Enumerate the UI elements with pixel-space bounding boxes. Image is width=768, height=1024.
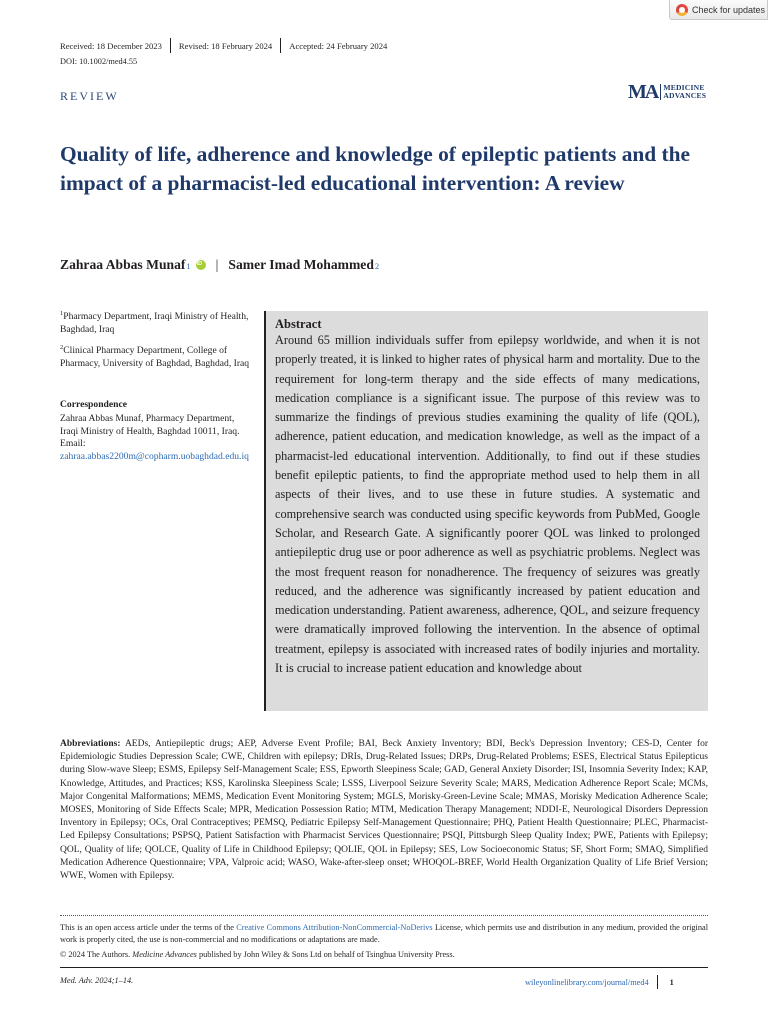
orcid-icon[interactable] [196,260,206,270]
section-label: REVIEW [60,89,119,103]
footer-citation: Med. Adv. 2024;1–14. [60,976,134,985]
affiliation-sup: 1 [60,310,64,317]
author-affil-sup[interactable]: 2 [374,261,380,271]
revised-date: Revised: 18 February 2024 [178,40,273,51]
author-name[interactable]: Zahraa Abbas Munaf [60,257,186,272]
abstract-box [264,311,708,711]
received-date: Received: 18 December 2023 [60,40,162,51]
page-number: 1 [669,977,674,987]
license-text-before: This is an open access article under the terms of the [60,923,237,932]
abbreviations-text: AEDs, Antiepileptic drugs; AEP, Adverse Event Profile; BAI, Beck Anxiety Inventory; BDI, Beck's Depression Inventory; CES-D, Center for Epidemiologic Studies Depression Scale; CWE, Children with epilepsy; DRIs, Drug-Related Issues; DRPs, Drug-Related Problems; ESES, Electrical Status Epilepticus during Slow-wave Sleep; ESMS, Epilepsy Self-Management Scale; ESS, Epworth Sleepiness Scale; GAD, General Anxiety Disorder; ISI, Insomnia Severity Index; KAP, Knowledge, Attitudes, and Practices; KSS, Karolinska Sleepiness Scale; LSSS, Liverpool Seizure Severity Scale; MARS, Medication Adherence Report Scale; MCMs, Major Congenital Malformations; MEMS, Medication Event Monitoring System; MGLS, Morisky-Green-Levine Scale; MMAS, Morisky Medication Adherence Scale; MOSES, Monitoring of Side Effects Scale; MPR, Medication Possession Ratio; MTM, Medication Therapy Management; NDDI-E, Neurological Disorders Depression Inventory in Epilepsy; OCs, Oral Contraceptives; PEMSQ, Pediatric Epilepsy Self-Management Questionnaire; PHQ, Patient Health Questionnaire; PLEC, Pharmacist-Led Epilepsy Consultations; PSPSQ, Patient Satisfaction with Pharmacist Services Questionnaire; PSQI, Pittsburgh Sleep Quality Index; PWE, Patients with Epilepsy; QOL, Quality of life; QOLCE, Quality of Life in Childhood Epilepsy; QOLIE, QOL in Epilepsy; SES, Low Socioeconomic Status; SF, Short Form; SMAQ, Simplified Medication Adherence Questionnaire; VPA, Valproic acid; WASO, Wake-after-sleep onset; WHOQOL-BREF, World Health Organization Quality of Life Brief Version; WWE, Women with Epilepsy. [60,739,708,882]
doi: DOI: 10.1002/med4.55 [60,57,138,66]
abstract-text: Around 65 million individuals suffer from epilepsy worldwide, and when it is not properly treated, it is linked to higher rates of physical harm and mortality. Due to the requirement for long-term therapy and the side effects of many medications, medication compliance is a significant issue. The purpose of this review was to summarize the findings of previous studies examining the quality of life (QOL), adherence, patient education, and medication knowledge, as well as the impact of a pharmacist-led educational intervention. Additionally, to find out if these studies benefit epileptic patients, to find the appropriate method used to help them in all aspects of their lives, and to use these in future studies. A systematic and comprehensive search was conducted using specific keywords from PubMed, Google Scholar, and Research Gate. A significantly poorer QOL was linked to prolonged antiepileptic drug use or poor adherence as well as psychiatric problems. Neglect was the most frequent reason for nonadherence. The frequency of seizures was greatly reduced, and the adherence was significantly increased by patient education and medication understanding. Patient awareness, adherence, QOL, and seizure frequency were dramatically improved following the intervention. In the absence of optimal treatment, epilepsy is associated with increased rates of bodily injuries and mortality. It is crucial to increase patient education and knowledge about [275,333,700,676]
license-text-after: License, which permits use and distribution in any medium, provided the original work is properly cited, the use is non-commercial and no modifications or adaptations are made. [60,923,708,944]
affiliation-text: Pharmacy Department, Iraqi Ministry of Health, Baghdad, Iraq [60,311,249,335]
affiliation [60,342,250,370]
check-for-updates-label: Check for updates [692,4,766,15]
author-list [60,257,379,273]
divider [280,38,281,53]
author-name[interactable]: Samer Imad Mohammed [228,257,374,272]
correspondence-heading: Correspondence [60,399,127,410]
affiliation-text: Clinical Pharmacy Department, College of Pharmacy, University of Baghdad, Baghdad, Iraq [60,345,250,369]
footer-right [525,975,674,989]
divider [170,38,171,53]
logo-divider [660,84,661,100]
affiliation [60,308,250,336]
email-link[interactable]: zahraa.abbas2200m@copharm.uobaghdad.edu.iq [60,450,249,462]
dotted-divider [60,915,708,916]
copyright [60,949,708,961]
affiliation-sup: 2 [60,344,64,351]
copyright-journal: Medicine Advances [132,950,197,959]
crossmark-icon [676,4,688,16]
correspondence-text: Zahraa Abbas Munaf, Pharmacy Department, Iraqi Ministry of Health, Baghdad 10011, Iraq. [60,413,240,437]
check-for-updates-button[interactable] [669,0,768,20]
logo-line-2: ADVANCES [663,91,707,100]
journal-logo [628,82,706,102]
license-statement [60,922,708,946]
abbreviations [60,738,708,883]
copyright-after: published by John Wiley & Sons Ltd on behalf of Tsinghua University Press. [196,950,455,959]
journal-url-link[interactable]: wileyonlinelibrary.com/journal/med4 [525,977,649,987]
author-affil-sup[interactable]: 1 [186,261,191,271]
footer-rule [60,967,708,968]
footer-divider [657,975,658,989]
logo-text [663,84,706,100]
license-link[interactable]: Creative Commons Attribution-NonCommercial-NoDerivs [236,923,433,932]
abstract-heading: Abstract [275,317,322,331]
abbreviations-label: Abbreviations: [60,739,121,749]
article-dates [60,38,387,53]
logo-line-1: MEDICINE [663,83,705,92]
article-title: Quality of life, adherence and knowledge of epileptic patients and the impact of a pharmacist-led educational intervention: A review [60,142,691,195]
logo-mark: MA [628,81,658,103]
email-label: Email: [60,438,86,450]
copyright-before: © 2024 The Authors. [60,950,133,959]
accepted-date: Accepted: 24 February 2024 [289,40,388,51]
author-separator: | [215,257,219,272]
correspondence-block [60,413,250,463]
